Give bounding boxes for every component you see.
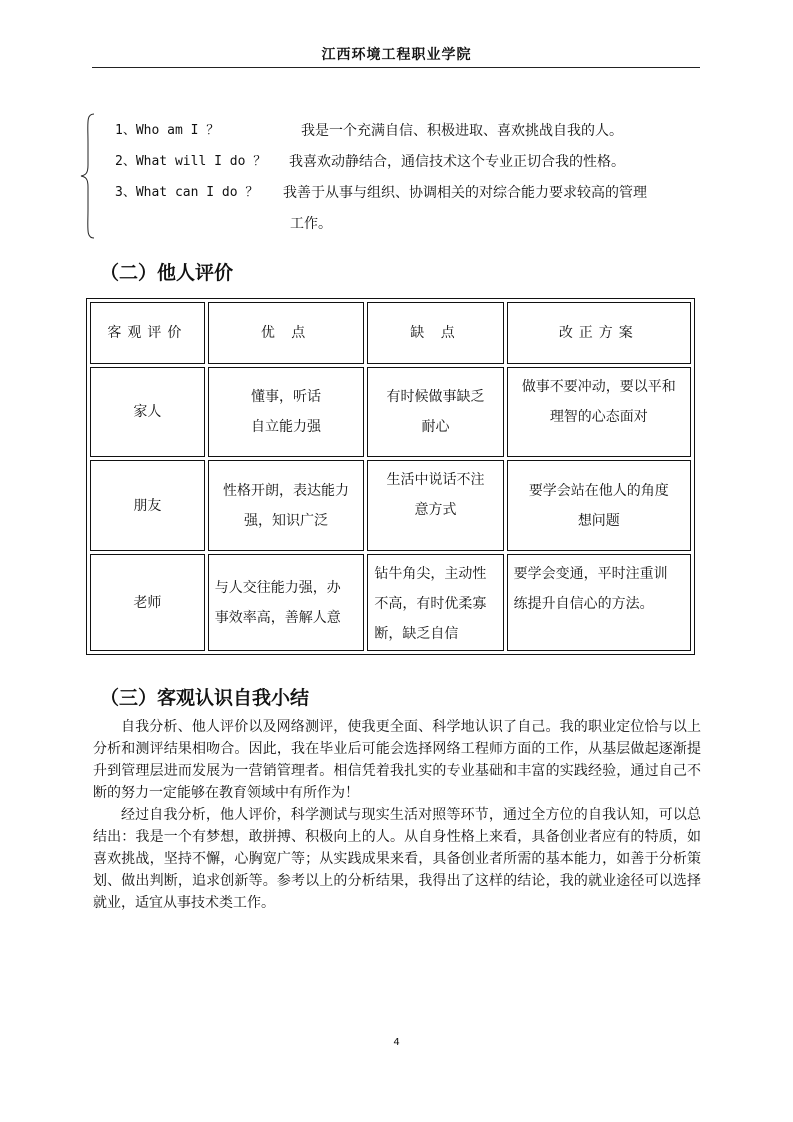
self-question-3: 3、What can I do ？ bbox=[115, 185, 259, 200]
header-cell-fix: 改正方案 bbox=[507, 302, 691, 364]
self-question-2: 2、What will I do ？ bbox=[115, 154, 267, 169]
summary-body bbox=[93, 716, 701, 914]
header-cell-cons: 缺 点 bbox=[367, 302, 503, 364]
table-row bbox=[90, 460, 691, 551]
self-question-1: 1、Who am I ？ bbox=[115, 123, 220, 138]
section-heading-others-evaluation: （二）他人评价 bbox=[100, 262, 234, 284]
fix-cell: 要学会站在他人的角度 想问题 bbox=[507, 460, 691, 551]
self-answer-1: 我是一个充满自信、积极进取、喜欢挑战自我的人。 bbox=[301, 123, 623, 139]
summary-paragraph-1: 自我分析、他人评价以及网络测评，使我更全面、科学地认识了自己。我的职业定位恰与以上分析和测评结果相吻合。因此，我在毕业后可能会选择网络工程师方面的工作，从基层做起逐渐提升到管理层进而发展为一营销管理者。相信凭着我扎实的专业基础和丰富的实践经验，通过自己不断的努力一定能够在教育领域中有所作为！ bbox=[93, 719, 701, 801]
pros-cell: 懂事，听话 自立能力强 bbox=[208, 367, 365, 458]
evaluation-table bbox=[86, 298, 695, 655]
self-answer-3-continued: 工作。 bbox=[290, 216, 332, 232]
pros-cell: 与人交往能力强，办 事效率高，善解人意 bbox=[208, 554, 365, 651]
header-divider bbox=[92, 67, 700, 68]
fix-cell: 做事不要冲动，要以平和 理智的心态面对 bbox=[507, 367, 691, 458]
cons-cell: 钻牛角尖，主动性 不高，有时优柔寡 断，缺乏自信 bbox=[367, 554, 503, 651]
left-brace-icon bbox=[80, 113, 96, 239]
self-answer-2: 我喜欢动静结合，通信技术这个专业正切合我的性格。 bbox=[289, 154, 625, 170]
table-header-row bbox=[90, 302, 691, 364]
header-cell-pros: 优 点 bbox=[208, 302, 365, 364]
table-row bbox=[90, 367, 691, 458]
page-header-title: 江西环境工程职业学院 bbox=[321, 47, 472, 63]
self-answer-3: 我善于从事与组织、协调相关的对综合能力要求较高的管理 bbox=[283, 185, 647, 201]
cons-cell: 生活中说话不注 意方式 bbox=[367, 460, 503, 551]
evaluator-cell: 家人 bbox=[90, 367, 205, 458]
header-cell-evaluator: 客观评价 bbox=[90, 302, 205, 364]
section-heading-self-summary: （三）客观认识自我小结 bbox=[100, 687, 310, 709]
cons-cell: 有时候做事缺乏 耐心 bbox=[367, 367, 503, 458]
evaluator-cell: 老师 bbox=[90, 554, 205, 651]
fix-cell: 要学会变通，平时注重训 练提升自信心的方法。 bbox=[507, 554, 691, 651]
summary-paragraph-2: 经过自我分析，他人评价，科学测试与现实生活对照等环节，通过全方位的自我认知，可以总结出：我是一个有梦想，敢拼搏、积极向上的人。从自身性格上来看，具备创业者应有的特质，如喜欢挑战，坚持不懈，心胸宽广等；从实践成果来看，具备创业者所需的基本能力，如善于分析策划、做出判断，追求创新等。参考以上的分析结果，我得出了这样的结论，我的就业途径可以选择就业，适宜从事技术类工作。 bbox=[93, 807, 701, 911]
table-row bbox=[90, 554, 691, 651]
pros-cell: 性格开朗，表达能力 强，知识广泛 bbox=[208, 460, 365, 551]
page-number: 4 bbox=[393, 1037, 400, 1048]
evaluator-cell: 朋友 bbox=[90, 460, 205, 551]
